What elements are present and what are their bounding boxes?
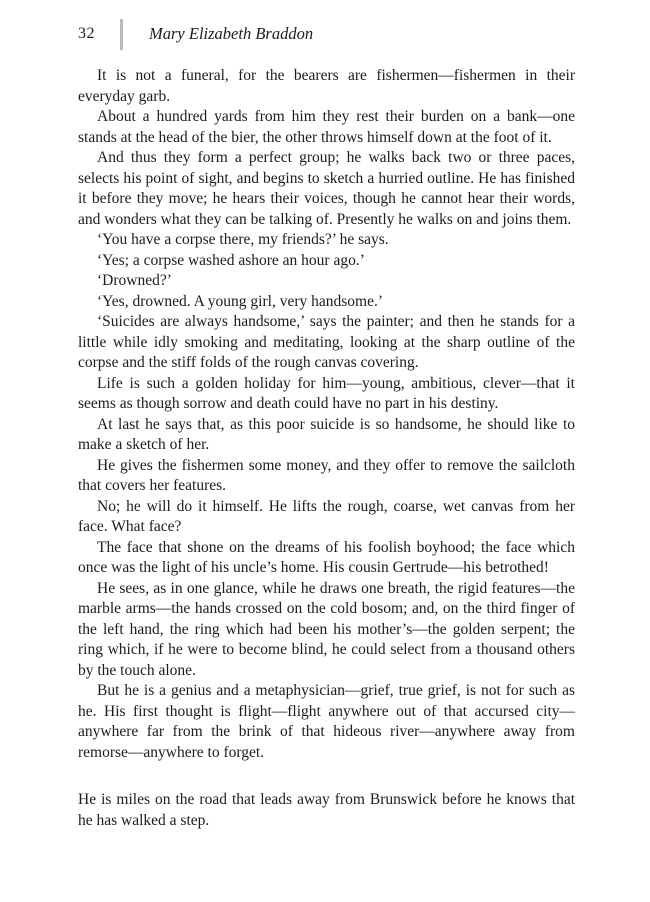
- running-header: [78, 18, 575, 50]
- paragraph: But he is a genius and a metaphysician—grief, true grief, is not for such as he. His first thought is flight—flight anywhere out of that accursed city—anywhere far from the brink of that hideous river—anywhere away from remorse—anywhere to forget.: [78, 682, 575, 761]
- header-divider: [120, 19, 123, 50]
- paragraph: And thus they form a perfect group; he walks back two or three paces, selects his point of sight, and begins to sketch a hurried outline. He has finished it before they move; he hears their voices, though he cannot hear their words, and wonders what they can be talking of. Presently he walks on and joins them.: [78, 149, 575, 228]
- paragraph: The face that shone on the dreams of his foolish boyhood; the face which once was the light of his uncle’s home. His cousin Gertrude—his betrothed!: [78, 538, 575, 576]
- paragraph: He gives the fishermen some money, and they offer to remove the sailcloth that covers her features.: [78, 456, 575, 494]
- paragraph: About a hundred yards from him they rest their burden on a bank—one stands at the head of the bier, the other throws himself down at the foot of it.: [78, 108, 575, 146]
- paragraph: ‘Yes, drowned. A young girl, very handsome.’: [97, 292, 384, 310]
- paragraph: It is not a funeral, for the bearers are fishermen—fishermen in their everyday garb.: [78, 67, 575, 105]
- paragraph: No; he will do it himself. He lifts the rough, coarse, wet canvas from her face. What face?: [78, 497, 575, 535]
- page-number: 32: [78, 25, 95, 42]
- paragraph: ‘Drowned?’: [97, 272, 172, 289]
- running-title: Mary Elizabeth Braddon: [149, 24, 314, 43]
- page-body: [78, 66, 575, 831]
- paragraph: At last he says that, as this poor suicide is so handsome, he should like to make a sketch of her.: [78, 415, 575, 453]
- paragraph: Life is such a golden holiday for him—young, ambitious, clever—that it seems as though sorrow and death could have no part in his destiny.: [78, 374, 575, 412]
- paragraph: He is miles on the road that leads away from Brunswick before he knows that he has walked a step.: [78, 791, 575, 829]
- paragraph: ‘Suicides are always handsome,’ says the painter; and then he stands for a little while idly smoking and meditating, looking at the sharp outline of the corpse and the stiff folds of the rough canvas covering.: [78, 313, 575, 371]
- paragraph: ‘Yes; a corpse washed ashore an hour ago.’: [97, 251, 365, 269]
- paragraph: ‘You have a corpse there, my friends?’ he says.: [97, 231, 389, 248]
- paragraph: He sees, as in one glance, while he draws one breath, the rigid features—the marble arms—the hands crossed on the cold bosom; and, on the third finger of the left hand, the ring which had been his mother’s—the golden serpent; the ring which, if he were to become blind, he could select from a thousand others by the touch alone.: [78, 579, 575, 679]
